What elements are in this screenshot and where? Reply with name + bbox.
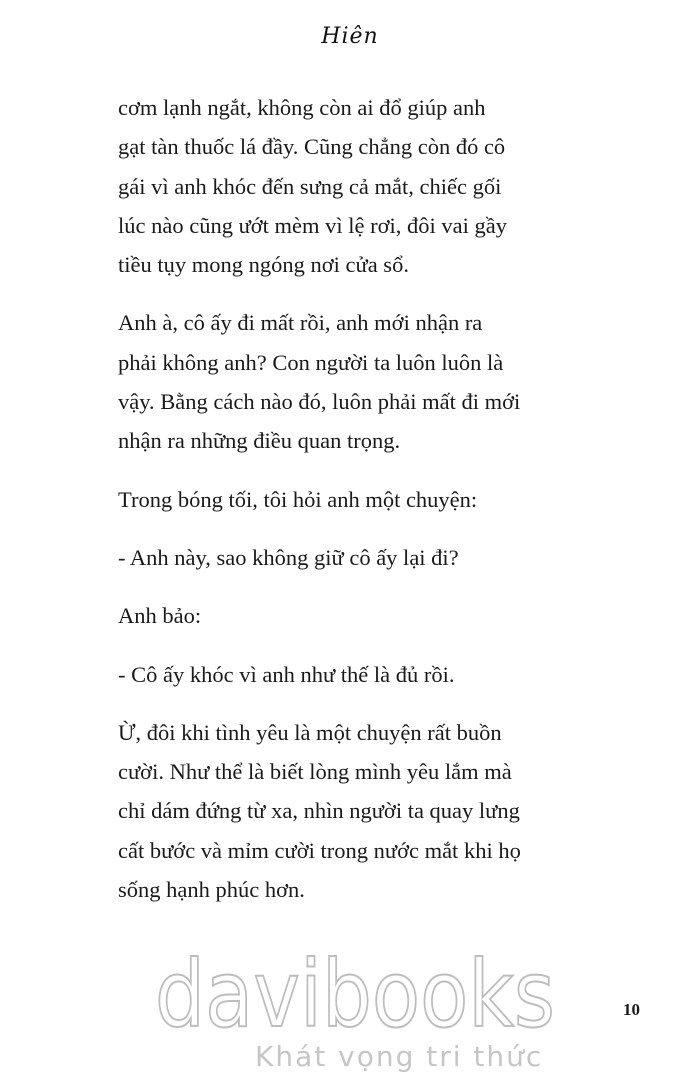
text-line: lúc nào cũng ướt mèm vì lệ rơi, đôi vai gầy bbox=[118, 212, 508, 238]
paragraph bbox=[118, 480, 593, 519]
text-line: vậy. Bằng cách nào đó, luôn phải mất đi mới bbox=[118, 389, 521, 415]
text-line: Anh bảo: bbox=[118, 603, 202, 629]
body-text bbox=[118, 88, 593, 909]
text-line: cơm lạnh ngắt, không còn ai đổ giúp anh bbox=[118, 95, 486, 120]
paragraph bbox=[118, 596, 593, 635]
paragraph bbox=[118, 713, 593, 909]
text-line: nhận ra những điều quan trọng. bbox=[118, 428, 401, 454]
davibooks-watermark-logo bbox=[150, 941, 560, 1048]
dialogue-line bbox=[118, 655, 593, 694]
text-line: Ừ, đôi khi tình yêu là một chuyện rất buồn bbox=[118, 719, 502, 745]
text-line: Trong bóng tối, tôi hỏi anh một chuyện: bbox=[118, 486, 478, 512]
text-line: - Anh này, sao không giữ cô ấy lại đi? bbox=[118, 544, 459, 570]
text-line: gạt tàn thuốc lá đầy. Cũng chẳng còn đó cô bbox=[118, 134, 506, 160]
text-line: Anh à, cô ấy đi mất rồi, anh mới nhận ra bbox=[118, 310, 483, 336]
dialogue-line bbox=[118, 538, 593, 577]
watermark-brand-text: davibooks bbox=[155, 941, 555, 1048]
text-line: tiều tụy mong ngóng nơi cửa sổ. bbox=[118, 252, 409, 278]
text-line: sống hạnh phúc hơn. bbox=[118, 877, 305, 903]
text-line: phải không anh? Con người ta luôn luôn là bbox=[118, 349, 504, 375]
page-number: 10 bbox=[623, 1000, 640, 1019]
paragraph bbox=[118, 303, 593, 460]
text-line: cười. Như thể là biết lòng mình yêu lắm mà bbox=[118, 759, 512, 785]
paragraph bbox=[118, 88, 593, 284]
text-line: chỉ dám đứng từ xa, nhìn người ta quay lưng bbox=[118, 798, 520, 824]
watermark-tagline: Khát vọng tri thức bbox=[255, 1040, 544, 1073]
text-line: gái vì anh khóc đến sưng cả mắt, chiếc gối bbox=[118, 173, 502, 199]
text-line: cất bước và mỉm cười trong nước mắt khi họ bbox=[118, 837, 521, 863]
text-line: - Cô ấy khóc vì anh như thế là đủ rồi. bbox=[118, 661, 455, 687]
running-header-author: Hiên bbox=[321, 24, 379, 49]
